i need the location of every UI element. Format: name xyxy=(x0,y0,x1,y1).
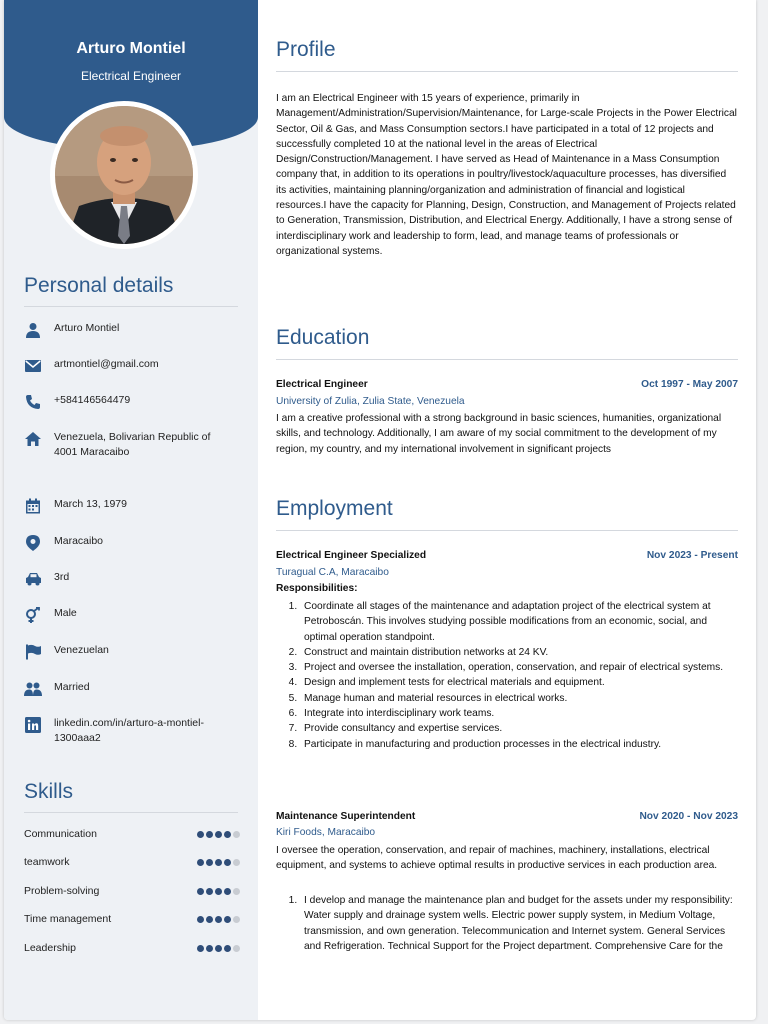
profile-text: I am an Electrical Engineer with 15 years of experience, primarily in Management/Administration/Supervision/Maintenance, for Large-scale Projects in the Power Electrical Sector, Oil & Gas, and Mass Consumption sectors.I have participated in a total of 12 projects and successfully completed 10 at the national level in the areas of Electrical Design/Construction/Management. I have served as Head of Maintenance in a Mass Consumption company that, in addition to its operations in poultry/livestock/aquaculture processes, has diversified its activities, maintaining planning/organization and administration of financial and logistical resources.I have the capacity for Planning, Design, Construction, and Management of Projects related to Generation, Transmission, Distribution, and Electrical Energy. Additionally, I have a strong sense of interdisciplinary work and leadership to form, lead, and manage teams of professionals or organizational systems. xyxy=(276,93,737,257)
detail-phone[interactable] xyxy=(24,393,244,411)
detail-name xyxy=(24,321,244,339)
phone-icon xyxy=(24,393,42,411)
skill-name: Leadership xyxy=(24,942,76,954)
detail-birthdate xyxy=(24,497,244,515)
list-item: 5. Manage human and material resources in electrical works. xyxy=(300,691,742,706)
skill-dot-filled xyxy=(215,859,222,866)
education-description: I am a creative professional with a strong background in basic sciences, humanities, organizational skills, and technology. Additionally, I am aware of my social commitment to the development of my region, my country, and my international involvement in significant projects xyxy=(276,413,722,455)
skill-name: Communication xyxy=(24,828,97,840)
personal-details-title: Personal details xyxy=(24,274,174,297)
calendar-icon xyxy=(24,497,42,515)
list-item: 4. Design and implement tests for electrical materials and equipment. xyxy=(300,675,742,690)
flag-icon xyxy=(24,643,42,661)
skill-level-dots xyxy=(197,888,240,895)
employment-rule xyxy=(276,530,738,531)
skill-dot-filled xyxy=(206,859,213,866)
detail-marital-status xyxy=(24,680,244,698)
resume-page xyxy=(4,0,756,1020)
detail-birthplace xyxy=(24,534,244,552)
skills-title: Skills xyxy=(24,780,74,803)
employment-job-title: Maintenance Superintendent xyxy=(276,811,416,822)
responsibilities-list xyxy=(276,893,742,954)
skill-level-dots xyxy=(197,859,240,866)
car-icon xyxy=(24,570,42,588)
detail-phone-text: +584146564479 xyxy=(54,394,131,406)
skill-dot-filled xyxy=(215,945,222,952)
profile-rule xyxy=(276,71,738,72)
skill-row xyxy=(24,911,240,927)
personal-details-rule xyxy=(24,306,238,307)
detail-email[interactable] xyxy=(24,357,244,375)
detail-marital-status-text: Married xyxy=(54,681,90,693)
education-school: University of Zulia, Zulia State, Venezuela xyxy=(276,396,465,407)
list-item: 2. Construct and maintain distribution networks at 24 KV. xyxy=(300,645,742,660)
profile-photo xyxy=(50,101,198,249)
responsibilities-label: Responsibilities: xyxy=(276,583,358,594)
skill-dot-filled xyxy=(206,831,213,838)
skill-dot-filled xyxy=(197,945,204,952)
list-item: 8. Participate in manufacturing and production processes in the electrical industry. xyxy=(300,737,742,752)
detail-linkedin[interactable] xyxy=(24,716,244,746)
detail-nationality xyxy=(24,643,244,661)
home-icon xyxy=(24,430,42,448)
skill-level-dots xyxy=(197,916,240,923)
detail-birthplace-text: Maracaibo xyxy=(54,535,104,547)
skill-dot-filled xyxy=(206,888,213,895)
skill-dot-filled xyxy=(215,831,222,838)
employment-entry-header xyxy=(276,550,738,561)
sidebar xyxy=(4,0,258,1020)
people-icon xyxy=(24,680,42,698)
skill-dot-empty xyxy=(233,945,240,952)
detail-license-text: 3rd xyxy=(54,571,70,583)
skill-level-dots xyxy=(197,831,240,838)
skill-dot-filled xyxy=(224,831,231,838)
skill-dot-filled xyxy=(224,916,231,923)
education-degree: Electrical Engineer xyxy=(276,379,368,390)
main-content xyxy=(276,0,738,1020)
skills-rule xyxy=(24,812,238,813)
person-job-title: Electrical Engineer xyxy=(80,69,182,83)
detail-birthdate-text: March 13, 1979 xyxy=(54,498,127,510)
skill-dot-filled xyxy=(224,888,231,895)
skill-dot-filled xyxy=(215,888,222,895)
profile-title: Profile xyxy=(276,38,336,61)
detail-name-text: Arturo Montiel xyxy=(54,322,120,334)
skill-row xyxy=(24,854,240,870)
skill-level-dots xyxy=(197,945,240,952)
detail-linkedin-text: linkedin.com/in/arturo-a-montiel-1300aaa2 xyxy=(54,717,204,744)
envelope-icon xyxy=(24,357,42,375)
education-title: Education xyxy=(276,326,370,349)
skill-dot-filled xyxy=(197,888,204,895)
employment-employer: Turagual C.A, Maracaibo xyxy=(276,567,389,578)
employment-description: I oversee the operation, conservation, and repair of machines, machinery, installations, electrical equipment, and systems to achieve optimal results in productive services in each production area. xyxy=(276,845,718,872)
list-item: 3. Project and oversee the installation, operation, conservation, and repair of electrical systems. xyxy=(300,660,742,675)
education-date: Oct 1997 - May 2007 xyxy=(641,379,738,390)
skill-dot-filled xyxy=(197,859,204,866)
skill-dot-filled xyxy=(215,916,222,923)
list-item: 1. Coordinate all stages of the maintenance and adaptation project of the electrical system at Petroboscán. This involves studying possible modifications from an economic, social, and optimal operation standpoint. xyxy=(300,599,742,645)
skill-row xyxy=(24,940,240,956)
detail-address-text: Venezuela, Bolivarian Republic of 4001 Maracaibo xyxy=(54,431,211,458)
skill-dot-empty xyxy=(233,916,240,923)
employment-employer: Kiri Foods, Maracaibo xyxy=(276,827,376,838)
detail-email-text: artmontiel@gmail.com xyxy=(54,358,159,370)
skill-dot-filled xyxy=(197,831,204,838)
skill-dot-filled xyxy=(197,916,204,923)
skill-row xyxy=(24,826,240,842)
responsibilities-list xyxy=(276,599,742,752)
gender-icon xyxy=(24,606,42,624)
skill-dot-filled xyxy=(224,945,231,952)
employment-date: Nov 2023 - Present xyxy=(646,550,738,561)
detail-gender xyxy=(24,606,244,624)
detail-license xyxy=(24,570,244,588)
person-name: Arturo Montiel xyxy=(76,40,186,57)
employment-entry-header xyxy=(276,811,738,822)
skill-dot-filled xyxy=(206,916,213,923)
linkedin-icon xyxy=(24,716,42,734)
skill-row xyxy=(24,883,240,899)
education-entry-header xyxy=(276,379,738,390)
employment-title: Employment xyxy=(276,497,393,520)
skill-name: Problem-solving xyxy=(24,885,100,897)
skill-dot-empty xyxy=(233,888,240,895)
skill-name: Time management xyxy=(24,913,112,925)
skill-dot-empty xyxy=(233,859,240,866)
user-icon xyxy=(24,321,42,339)
employment-date: Nov 2020 - Nov 2023 xyxy=(639,811,738,822)
detail-gender-text: Male xyxy=(54,607,77,619)
list-item: 1. I develop and manage the maintenance plan and budget for the assets under my responsibility: Water supply and drainage system wells. Electric power supply system, in Medium Voltage, transmission, and own generation. Telecommunication and Internet system. General Services and Refrigeration. Technical Support for the Project department. Comprehensive Care for the xyxy=(300,893,742,954)
skill-dot-empty xyxy=(233,831,240,838)
list-item: 6. Integrate into interdisciplinary work teams. xyxy=(300,706,742,721)
skill-name: teamwork xyxy=(24,856,70,868)
skill-dot-filled xyxy=(224,859,231,866)
detail-nationality-text: Venezuelan xyxy=(54,644,109,656)
list-item: 7. Provide consultancy and expertise services. xyxy=(300,721,742,736)
map-pin-icon xyxy=(24,534,42,552)
education-rule xyxy=(276,359,738,360)
skill-dot-filled xyxy=(206,945,213,952)
detail-address xyxy=(24,430,244,460)
employment-job-title: Electrical Engineer Specialized xyxy=(276,550,427,561)
